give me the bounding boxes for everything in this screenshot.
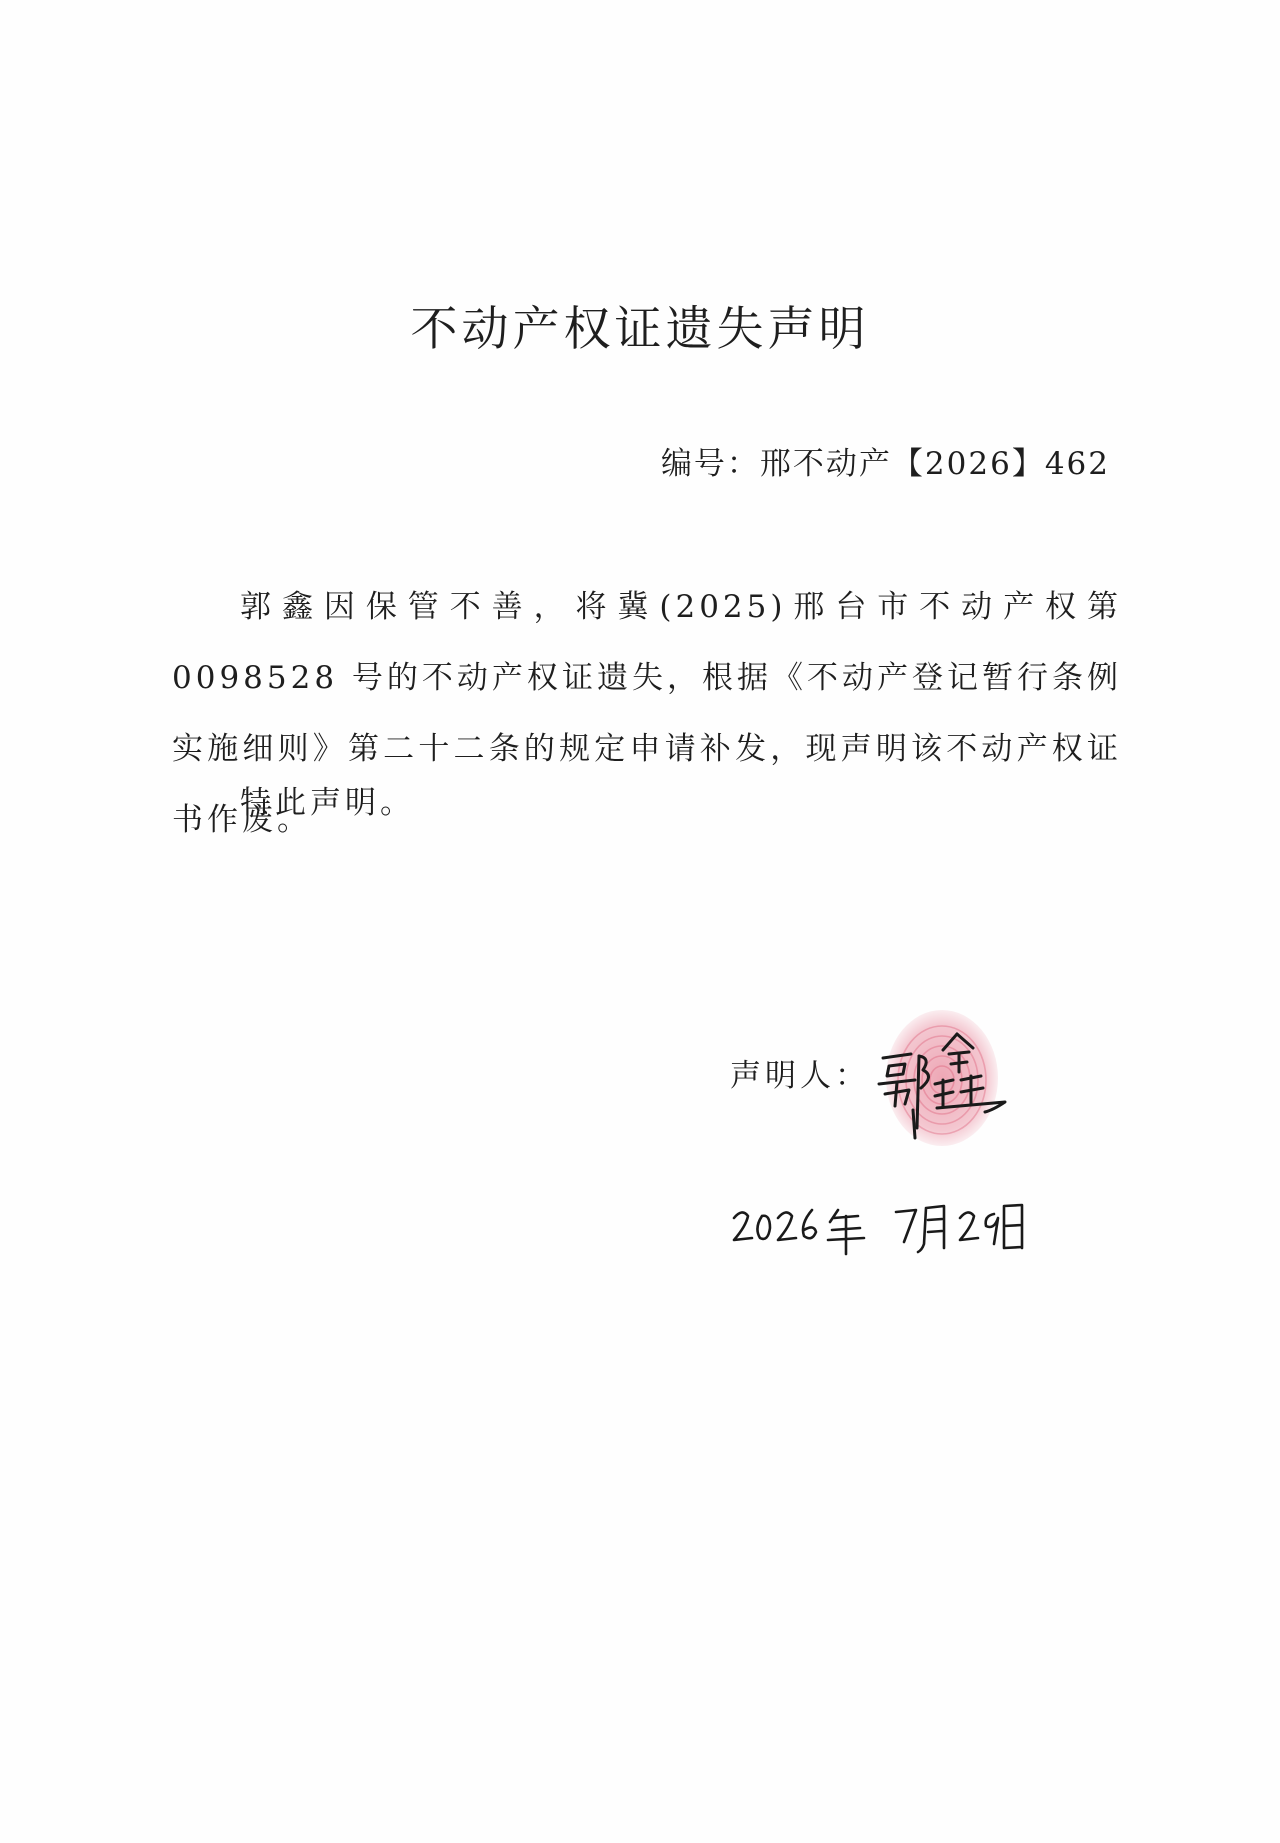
- document-number: 编号：邢不动产【2026】462: [660, 446, 1110, 482]
- handwritten-signature: [865, 1010, 1025, 1160]
- handwritten-date: [728, 1192, 1028, 1262]
- page-title: 不动产权证遗失声明: [410, 302, 870, 357]
- closing-statement: 特此声明。: [240, 785, 415, 821]
- statement-body: 郭鑫因保管不善，将冀(2025)邢台市不动产权第 0098528 号的不动产权证遗失，根据《不动产登记暂行条例实施细则》第二十二条的规定申请补发，现声明该不动产权证书作废。: [172, 589, 1122, 838]
- declarant-label: 声明人：: [730, 1058, 870, 1094]
